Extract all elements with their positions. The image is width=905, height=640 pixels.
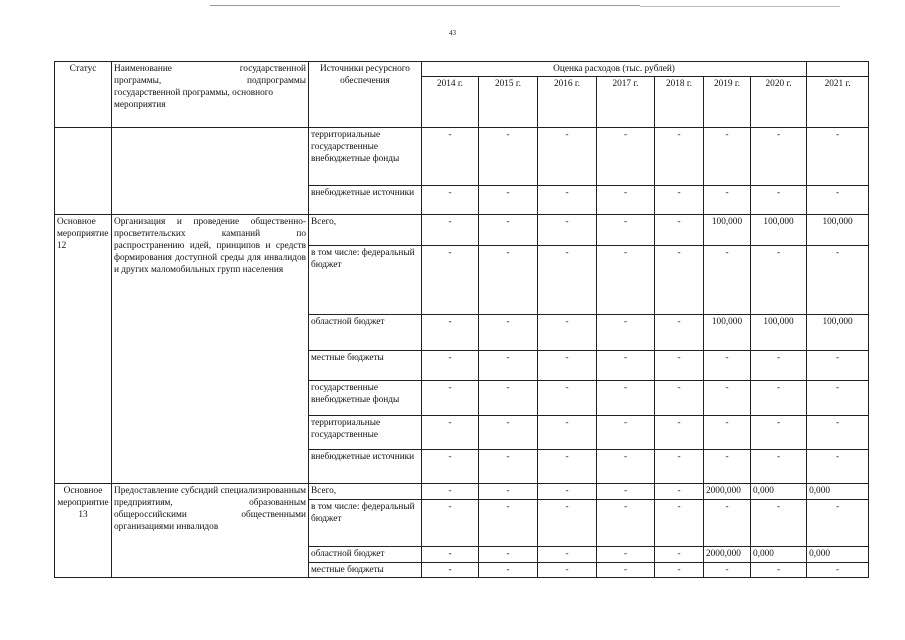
year-header: 2018 г. <box>655 77 704 128</box>
value-cell: - <box>479 215 538 246</box>
header-sources: Источники ресурсного обеспечения <box>309 62 422 128</box>
value-cell: - <box>479 351 538 381</box>
value-cell: - <box>655 563 704 578</box>
value-cell: - <box>655 128 704 186</box>
value-cell: - <box>479 128 538 186</box>
value-cell: - <box>597 315 655 351</box>
value-cell: 2000,000 <box>704 484 751 500</box>
value-cell: - <box>807 563 869 578</box>
value-cell: - <box>704 416 751 450</box>
value-cell: - <box>655 484 704 500</box>
top-rule <box>210 5 640 6</box>
top-rule-faint <box>640 6 840 7</box>
value-cell: - <box>807 500 869 547</box>
table-row <box>55 128 869 186</box>
header-name-line: государственной программы, основного <box>114 88 273 98</box>
value-cell: 0,000 <box>751 547 807 563</box>
value-cell: - <box>479 246 538 315</box>
value-cell: 100,000 <box>807 315 869 351</box>
source-cell: внебюджетные источники <box>309 450 422 484</box>
value-cell: - <box>422 563 479 578</box>
header-estimate: Оценка расходов (тыс. рублей) <box>422 62 807 77</box>
value-cell: - <box>422 186 479 215</box>
value-cell: - <box>807 351 869 381</box>
value-cell: - <box>422 215 479 246</box>
source-cell: в том числе: федеральный бюджет <box>309 500 422 547</box>
value-cell: - <box>655 381 704 416</box>
header-blank <box>807 62 869 77</box>
value-cell: - <box>479 416 538 450</box>
value-cell: - <box>479 563 538 578</box>
value-cell: - <box>538 450 597 484</box>
value-cell: - <box>422 500 479 547</box>
value-cell: - <box>597 128 655 186</box>
value-cell: - <box>538 500 597 547</box>
value-cell: - <box>538 215 597 246</box>
value-cell: 100,000 <box>704 315 751 351</box>
value-cell: - <box>751 128 807 186</box>
value-cell: - <box>751 186 807 215</box>
value-cell: 100,000 <box>807 215 869 246</box>
value-cell: - <box>422 416 479 450</box>
source-cell: территориальные государственные внебюджетные фонды <box>309 128 422 186</box>
value-cell: 0,000 <box>807 484 869 500</box>
value-cell: - <box>704 381 751 416</box>
value-cell: - <box>751 246 807 315</box>
value-cell: - <box>655 450 704 484</box>
value-cell: - <box>422 315 479 351</box>
value-cell: - <box>538 246 597 315</box>
status-cell-empty <box>55 128 112 215</box>
value-cell: - <box>704 186 751 215</box>
value-cell: - <box>704 351 751 381</box>
value-cell: - <box>807 381 869 416</box>
year-header: 2017 г. <box>597 77 655 128</box>
value-cell: 100,000 <box>751 215 807 246</box>
value-cell: - <box>538 381 597 416</box>
value-cell: - <box>479 381 538 416</box>
value-cell: - <box>655 186 704 215</box>
value-cell: - <box>704 246 751 315</box>
value-cell: - <box>655 315 704 351</box>
source-cell: областной бюджет <box>309 315 422 351</box>
source-cell: территориальные государственные <box>309 416 422 450</box>
name-cell: Организация и проведение общественно-просветительских кампаний по распространению идей, принципов и средств формирования доступной среды для инвалидов и других маломобильных групп населения <box>112 215 309 484</box>
value-cell: - <box>807 416 869 450</box>
value-cell: - <box>479 450 538 484</box>
value-cell: - <box>807 246 869 315</box>
source-cell: областной бюджет <box>309 547 422 563</box>
value-cell: - <box>807 186 869 215</box>
table-row <box>55 484 869 500</box>
value-cell: - <box>597 186 655 215</box>
value-cell: 100,000 <box>751 315 807 351</box>
value-cell: - <box>597 351 655 381</box>
value-cell: - <box>807 450 869 484</box>
source-cell: местные бюджеты <box>309 563 422 578</box>
value-cell: - <box>704 563 751 578</box>
value-cell: - <box>751 563 807 578</box>
value-cell: - <box>538 128 597 186</box>
expenditure-table <box>54 61 869 578</box>
value-cell: - <box>597 500 655 547</box>
value-cell: 100,000 <box>704 215 751 246</box>
value-cell: - <box>597 215 655 246</box>
value-cell: - <box>704 500 751 547</box>
value-cell: - <box>422 547 479 563</box>
value-cell: - <box>597 547 655 563</box>
status-cell: Основное мероприятие 13 <box>55 484 112 578</box>
page-number: 43 <box>449 29 456 37</box>
value-cell: - <box>422 128 479 186</box>
name-cell-empty <box>112 128 309 215</box>
value-cell: - <box>538 547 597 563</box>
value-cell: - <box>751 500 807 547</box>
value-cell: - <box>655 500 704 547</box>
source-cell: Всего, <box>309 215 422 246</box>
value-cell: - <box>597 484 655 500</box>
value-cell: - <box>655 246 704 315</box>
value-cell: - <box>751 450 807 484</box>
year-header: 2019 г. <box>704 77 751 128</box>
value-cell: 0,000 <box>751 484 807 500</box>
value-cell: - <box>655 416 704 450</box>
year-header: 2016 г. <box>538 77 597 128</box>
source-cell: местные бюджеты <box>309 351 422 381</box>
year-header: 2021 г. <box>807 77 869 128</box>
header-name-line: программы, подпрограммы <box>114 76 306 86</box>
value-cell: - <box>538 351 597 381</box>
value-cell: - <box>422 351 479 381</box>
header-name-line: мероприятия <box>114 100 166 110</box>
value-cell: - <box>807 128 869 186</box>
value-cell: - <box>479 315 538 351</box>
header-name <box>112 62 309 128</box>
value-cell: 2000,000 <box>704 547 751 563</box>
value-cell: 0,000 <box>807 547 869 563</box>
value-cell: - <box>538 416 597 450</box>
header-name-line: Наименование государственной <box>114 64 306 74</box>
value-cell: - <box>479 547 538 563</box>
value-cell: - <box>751 351 807 381</box>
value-cell: - <box>479 186 538 215</box>
value-cell: - <box>479 484 538 500</box>
value-cell: - <box>538 186 597 215</box>
value-cell: - <box>704 450 751 484</box>
source-cell: государственные внебюджетные фонды <box>309 381 422 416</box>
value-cell: - <box>538 315 597 351</box>
value-cell: - <box>422 450 479 484</box>
year-header: 2020 г. <box>751 77 807 128</box>
value-cell: - <box>597 563 655 578</box>
value-cell: - <box>538 563 597 578</box>
value-cell: - <box>597 381 655 416</box>
value-cell: - <box>597 450 655 484</box>
value-cell: - <box>538 484 597 500</box>
name-cell: Предоставление субсидий специализированным предприятиям, образованным общероссийскими общественными организациями инвалидов <box>112 484 309 578</box>
source-cell: в том числе: федеральный бюджет <box>309 246 422 315</box>
source-cell: внебюджетные источники <box>309 186 422 215</box>
value-cell: - <box>655 215 704 246</box>
value-cell: - <box>751 416 807 450</box>
value-cell: - <box>422 381 479 416</box>
value-cell: - <box>655 547 704 563</box>
source-cell: Всего, <box>309 484 422 500</box>
value-cell: - <box>655 351 704 381</box>
year-header: 2014 г. <box>422 77 479 128</box>
value-cell: - <box>479 500 538 547</box>
header-row <box>55 62 869 77</box>
value-cell: - <box>597 246 655 315</box>
value-cell: - <box>704 128 751 186</box>
header-status: Статус <box>55 62 112 128</box>
table-row <box>55 215 869 246</box>
value-cell: - <box>751 381 807 416</box>
value-cell: - <box>597 416 655 450</box>
year-header: 2015 г. <box>479 77 538 128</box>
status-cell: Основное мероприятие 12 <box>55 215 112 484</box>
value-cell: - <box>422 484 479 500</box>
value-cell: - <box>422 246 479 315</box>
